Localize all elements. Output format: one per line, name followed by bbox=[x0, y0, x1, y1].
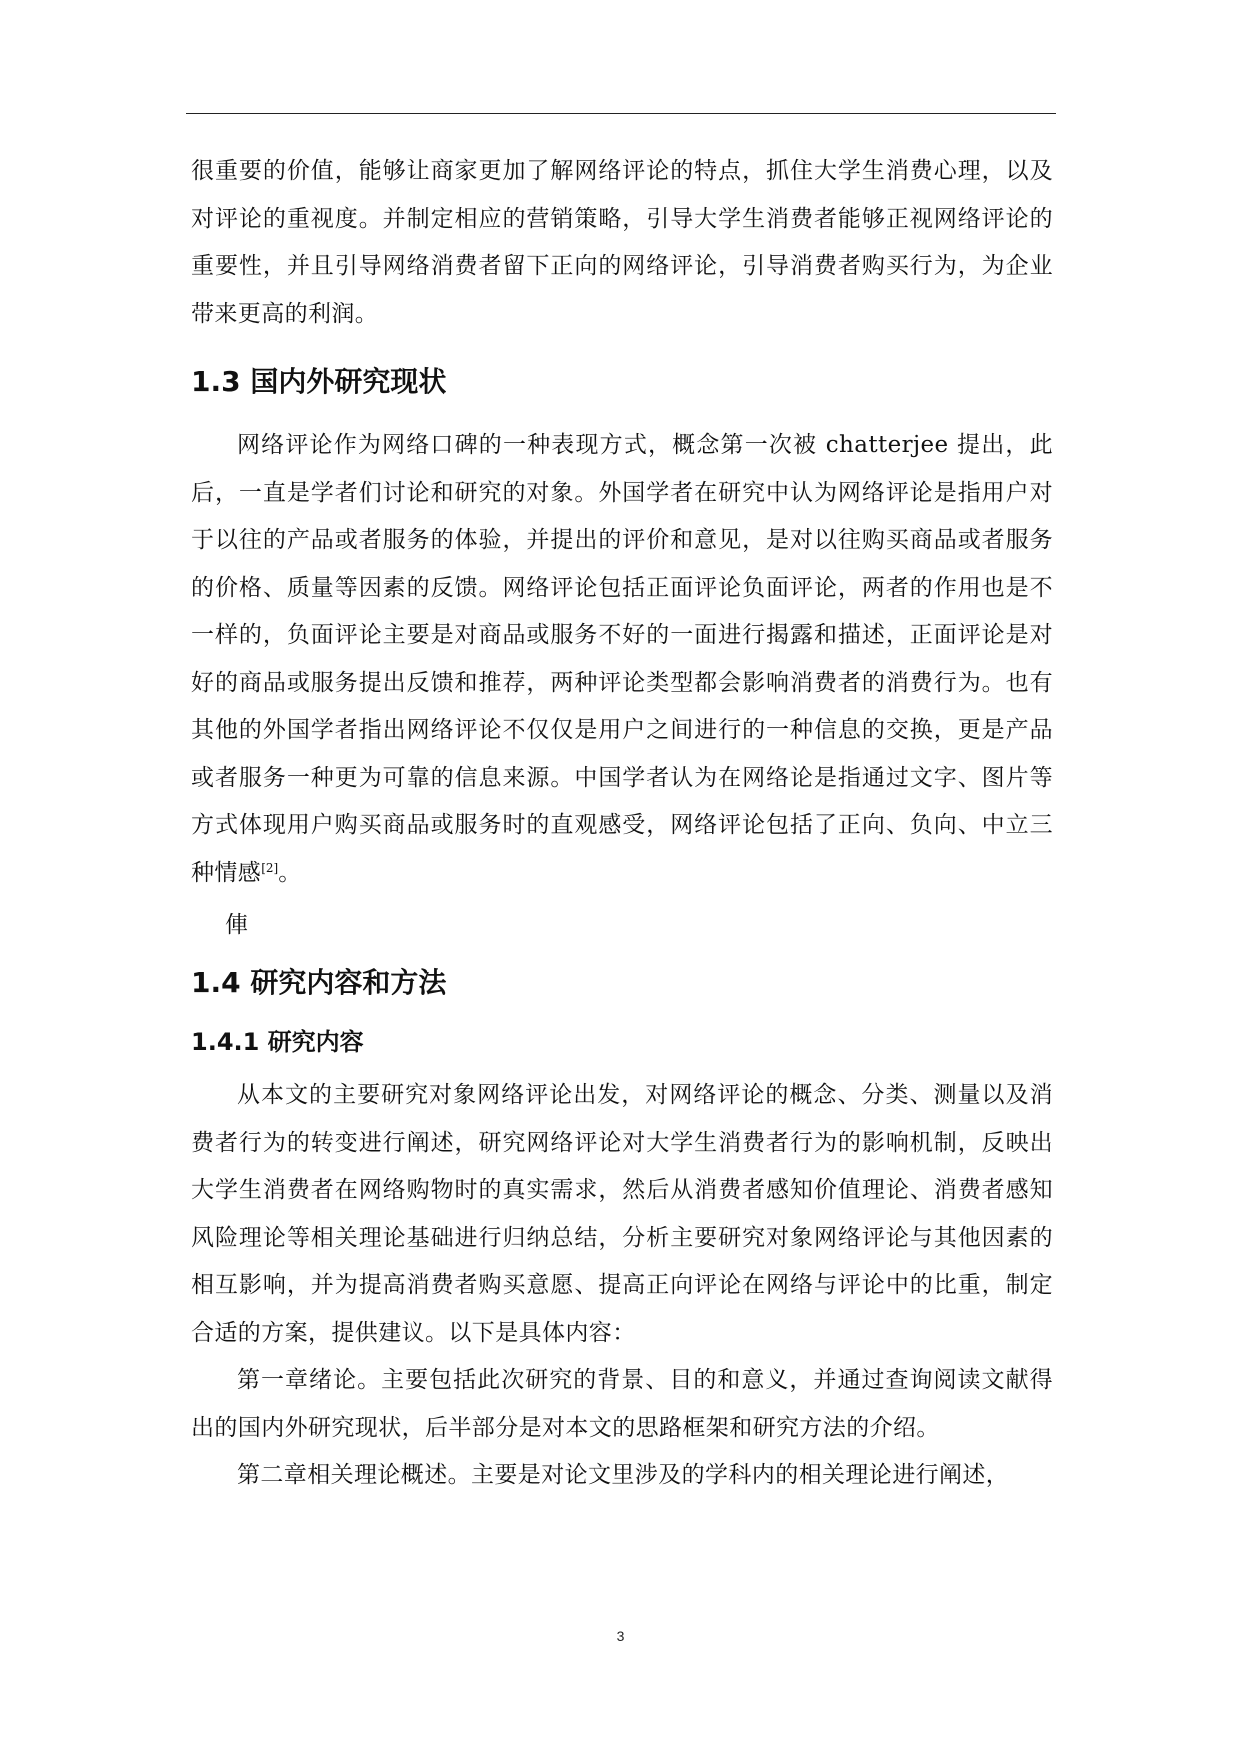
chapter-two-paragraph: 第二章相关理论概述。主要是对论文里涉及的学科内的相关理论进行阐述， bbox=[237, 1462, 1010, 1488]
chapter-one-paragraph: 第一章绪论。主要包括此次研究的背景、目的和意义，并通过查询阅读文献得出的国内外研究现状，后半部分是对本文的思路框架和研究方法的介绍。 bbox=[191, 1367, 1053, 1441]
header-rule bbox=[186, 113, 1056, 114]
intro-paragraph: 很重要的价值，能够让商家更加了解网络评论的特点，抓住大学生消费心理，以及对评论的重视度。并制定相应的营销策略，引导大学生消费者能够正视网络评论的重要性，并且引导网络消费者留下正向的网络评论，引导消费者购买行为，为企业带来更高的利润。 bbox=[191, 158, 1053, 327]
section-heading-1-4: 1.4 研究内容和方法 bbox=[191, 966, 447, 999]
section-1-3-paragraph-text: 网络评论作为网络口碑的一种表现方式，概念第一次被 chatterjee 提出，此后，一直是学者们讨论和研究的对象。外国学者在研究中认为网络评论是指用户对于以往的产品或者服务的体验，并提出的评价和意见，是对以往购买商品或者服务的价格、质量等因素的反馈。网络评论包括正面评论负面评论，两者的作用也是不一样的，负面评论主要是对商品或服务不好的一面进行揭露和描述，正面评论是对好的商品或服务提出反馈和推荐，两种评论类型都会影响消费者的消费行为。也有其他的外国学者指出网络评论不仅仅是用户之间进行的一种信息的交换，更是产品或者服务一种更为可靠的信息来源。中国学者认为在网络论是指通过文字、图片等方式体现用户购买商品或服务时的直观感受，网络评论包括了正向、负向、中立三种情感 bbox=[191, 432, 1053, 886]
section-1-3-paragraph-end: 。 bbox=[278, 859, 302, 886]
page-body bbox=[191, 148, 1053, 1500]
page-number: 3 bbox=[616, 1628, 625, 1644]
stray-character: 俥 bbox=[225, 912, 248, 938]
section-1-3-paragraph bbox=[191, 422, 1053, 897]
citation-marker: [2] bbox=[261, 860, 279, 875]
research-content-paragraph: 从本文的主要研究对象网络评论出发，对网络评论的概念、分类、测量以及消费者行为的转变进行阐述，研究网络评论对大学生消费者行为的影响机制，反映出大学生消费者在网络购物时的真实需求，然后从消费者感知价值理论、消费者感知风险理论等相关理论基础进行归纳总结，分析主要研究对象网络评论与其他因素的相互影响，并为提高消费者购买意愿、提高正向评论在网络与评论中的比重，制定合适的方案，提供建议。以下是具体内容： bbox=[191, 1082, 1053, 1346]
subsection-heading-1-4-1: 1.4.1 研究内容 bbox=[191, 1028, 364, 1056]
section-heading-1-3: 1.3 国内外研究现状 bbox=[191, 365, 447, 398]
